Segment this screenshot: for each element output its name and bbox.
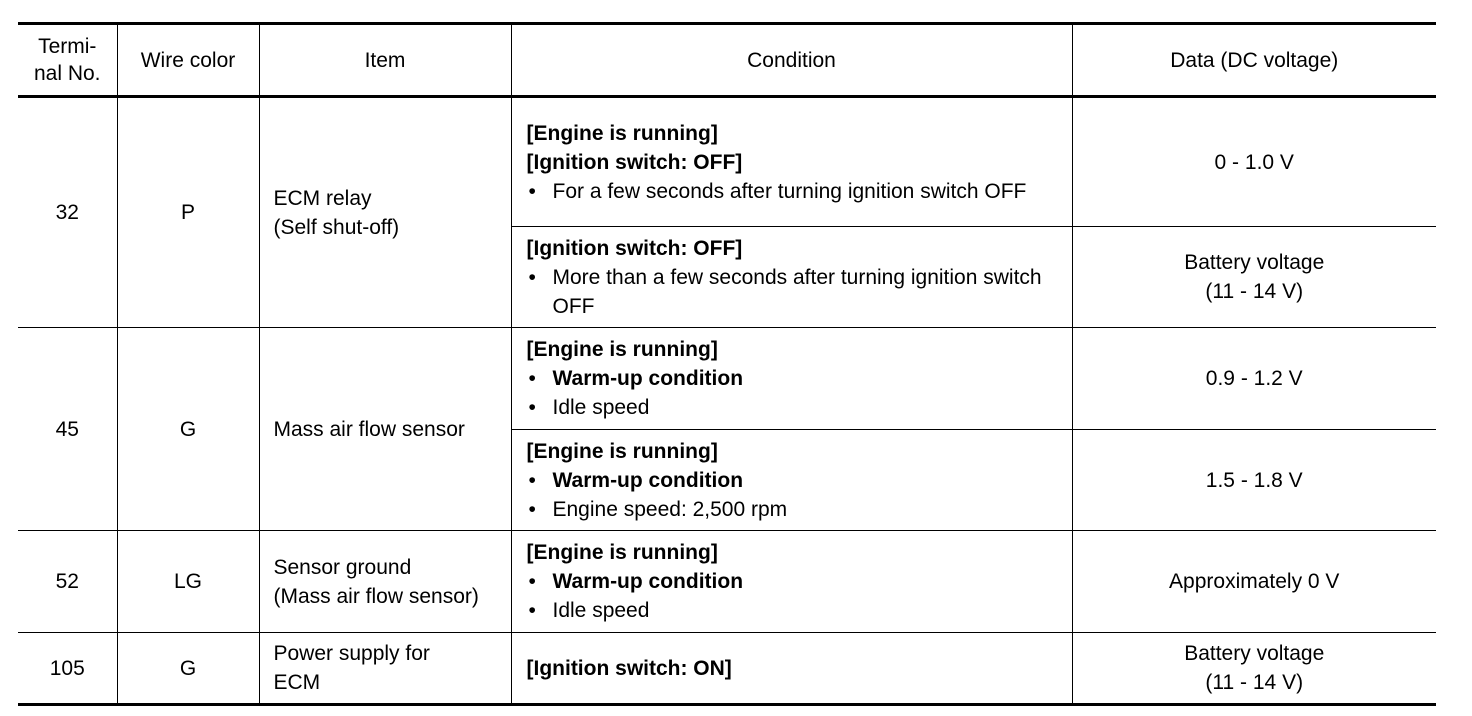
condition-bullet [527,263,1062,321]
data-value: Battery voltage [1184,251,1325,274]
bullet-icon: • [528,265,536,289]
condition-heading: [Engine is running] [526,541,718,564]
header-wire-color: Wire color [117,24,259,97]
condition-cell [511,430,1072,531]
data-cell [1072,430,1436,531]
item-line: (Self shut-off) [273,215,400,239]
table-row [18,633,1436,705]
condition-heading: [Engine is running] [526,121,718,145]
terminal-no: 32 [18,97,117,328]
data-cell [1072,97,1436,227]
wire-color: G [117,328,259,531]
terminal-no: 52 [18,531,117,633]
condition-cell [511,97,1072,227]
data-cell [1072,227,1436,328]
bullet-text: Idle speed [552,599,650,622]
condition-cell [511,227,1072,328]
condition-bullet [527,364,1062,393]
header-item: Item [259,24,511,97]
condition-bullet [527,177,1062,206]
table-header-row [18,24,1436,97]
condition-heading: [Engine is running] [526,439,718,463]
data-cell [1072,531,1436,633]
item-cell [259,633,511,705]
condition-heading: [Engine is running] [526,338,718,361]
condition-cell [511,633,1072,705]
bullet-text: Engine speed: 2,500 rpm [552,497,788,521]
data-value: Battery voltage [1184,642,1325,665]
condition-heading: [Ignition switch: OFF] [526,150,743,174]
header-terminal-line1: Termi- [38,35,97,58]
item-line: ECM [273,671,321,694]
bullet-icon: • [528,396,536,419]
condition-bullet [527,596,1062,625]
wire-color: LG [117,531,259,633]
item-line: Power supply for [273,642,430,665]
bullet-icon: • [528,367,536,390]
table-row [18,97,1436,227]
condition-bullet [527,466,1062,495]
bullet-text: Warm-up condition [552,468,744,492]
bullet-text: Warm-up condition [552,367,744,390]
item-line: ECM relay [273,186,372,210]
condition-bullet [527,567,1062,596]
condition-heading: [Ignition switch: OFF] [526,236,743,260]
condition-bullet [527,393,1062,422]
item-line: Sensor ground [273,555,412,579]
bullet-icon: • [528,179,536,203]
item-cell [259,328,511,531]
item-line: Mass air flow sensor [273,417,465,441]
bullet-icon: • [528,468,536,492]
wire-color: P [117,97,259,328]
header-terminal-no [18,24,117,97]
table-row [18,328,1436,430]
bullet-text: Idle speed [552,396,650,419]
data-value: 0.9 - 1.2 V [1205,367,1303,390]
item-cell [259,531,511,633]
data-value: (11 - 14 V) [1205,671,1304,694]
data-cell [1072,328,1436,430]
terminal-no: 105 [18,633,117,705]
bullet-text: For a few seconds after turning ignition switch OFF [552,179,1027,203]
bullet-icon: • [528,570,536,593]
item-cell [259,97,511,328]
header-terminal-line2: nal No. [33,62,101,85]
header-data: Data (DC voltage) [1072,24,1436,97]
bullet-icon: • [528,599,536,622]
item-line: (Mass air flow sensor) [273,584,479,608]
bullet-icon: • [528,497,536,521]
condition-bullet [527,495,1062,524]
table-row [18,531,1436,633]
terminal-no: 45 [18,328,117,531]
condition-cell [511,328,1072,430]
condition-cell [511,531,1072,633]
data-value: 0 - 1.0 V [1214,150,1294,174]
bullet-text: More than a few seconds after turning ignition switch OFF [552,265,1042,318]
data-cell [1072,633,1436,705]
wire-color: G [117,633,259,705]
data-value: Approximately 0 V [1169,570,1340,593]
ecm-terminal-table [18,22,1436,706]
bullet-text: Warm-up condition [552,570,744,593]
header-condition: Condition [511,24,1072,97]
data-value: (11 - 14 V) [1205,280,1304,303]
data-value: 1.5 - 1.8 V [1205,468,1303,492]
condition-heading: [Ignition switch: ON] [526,656,732,680]
